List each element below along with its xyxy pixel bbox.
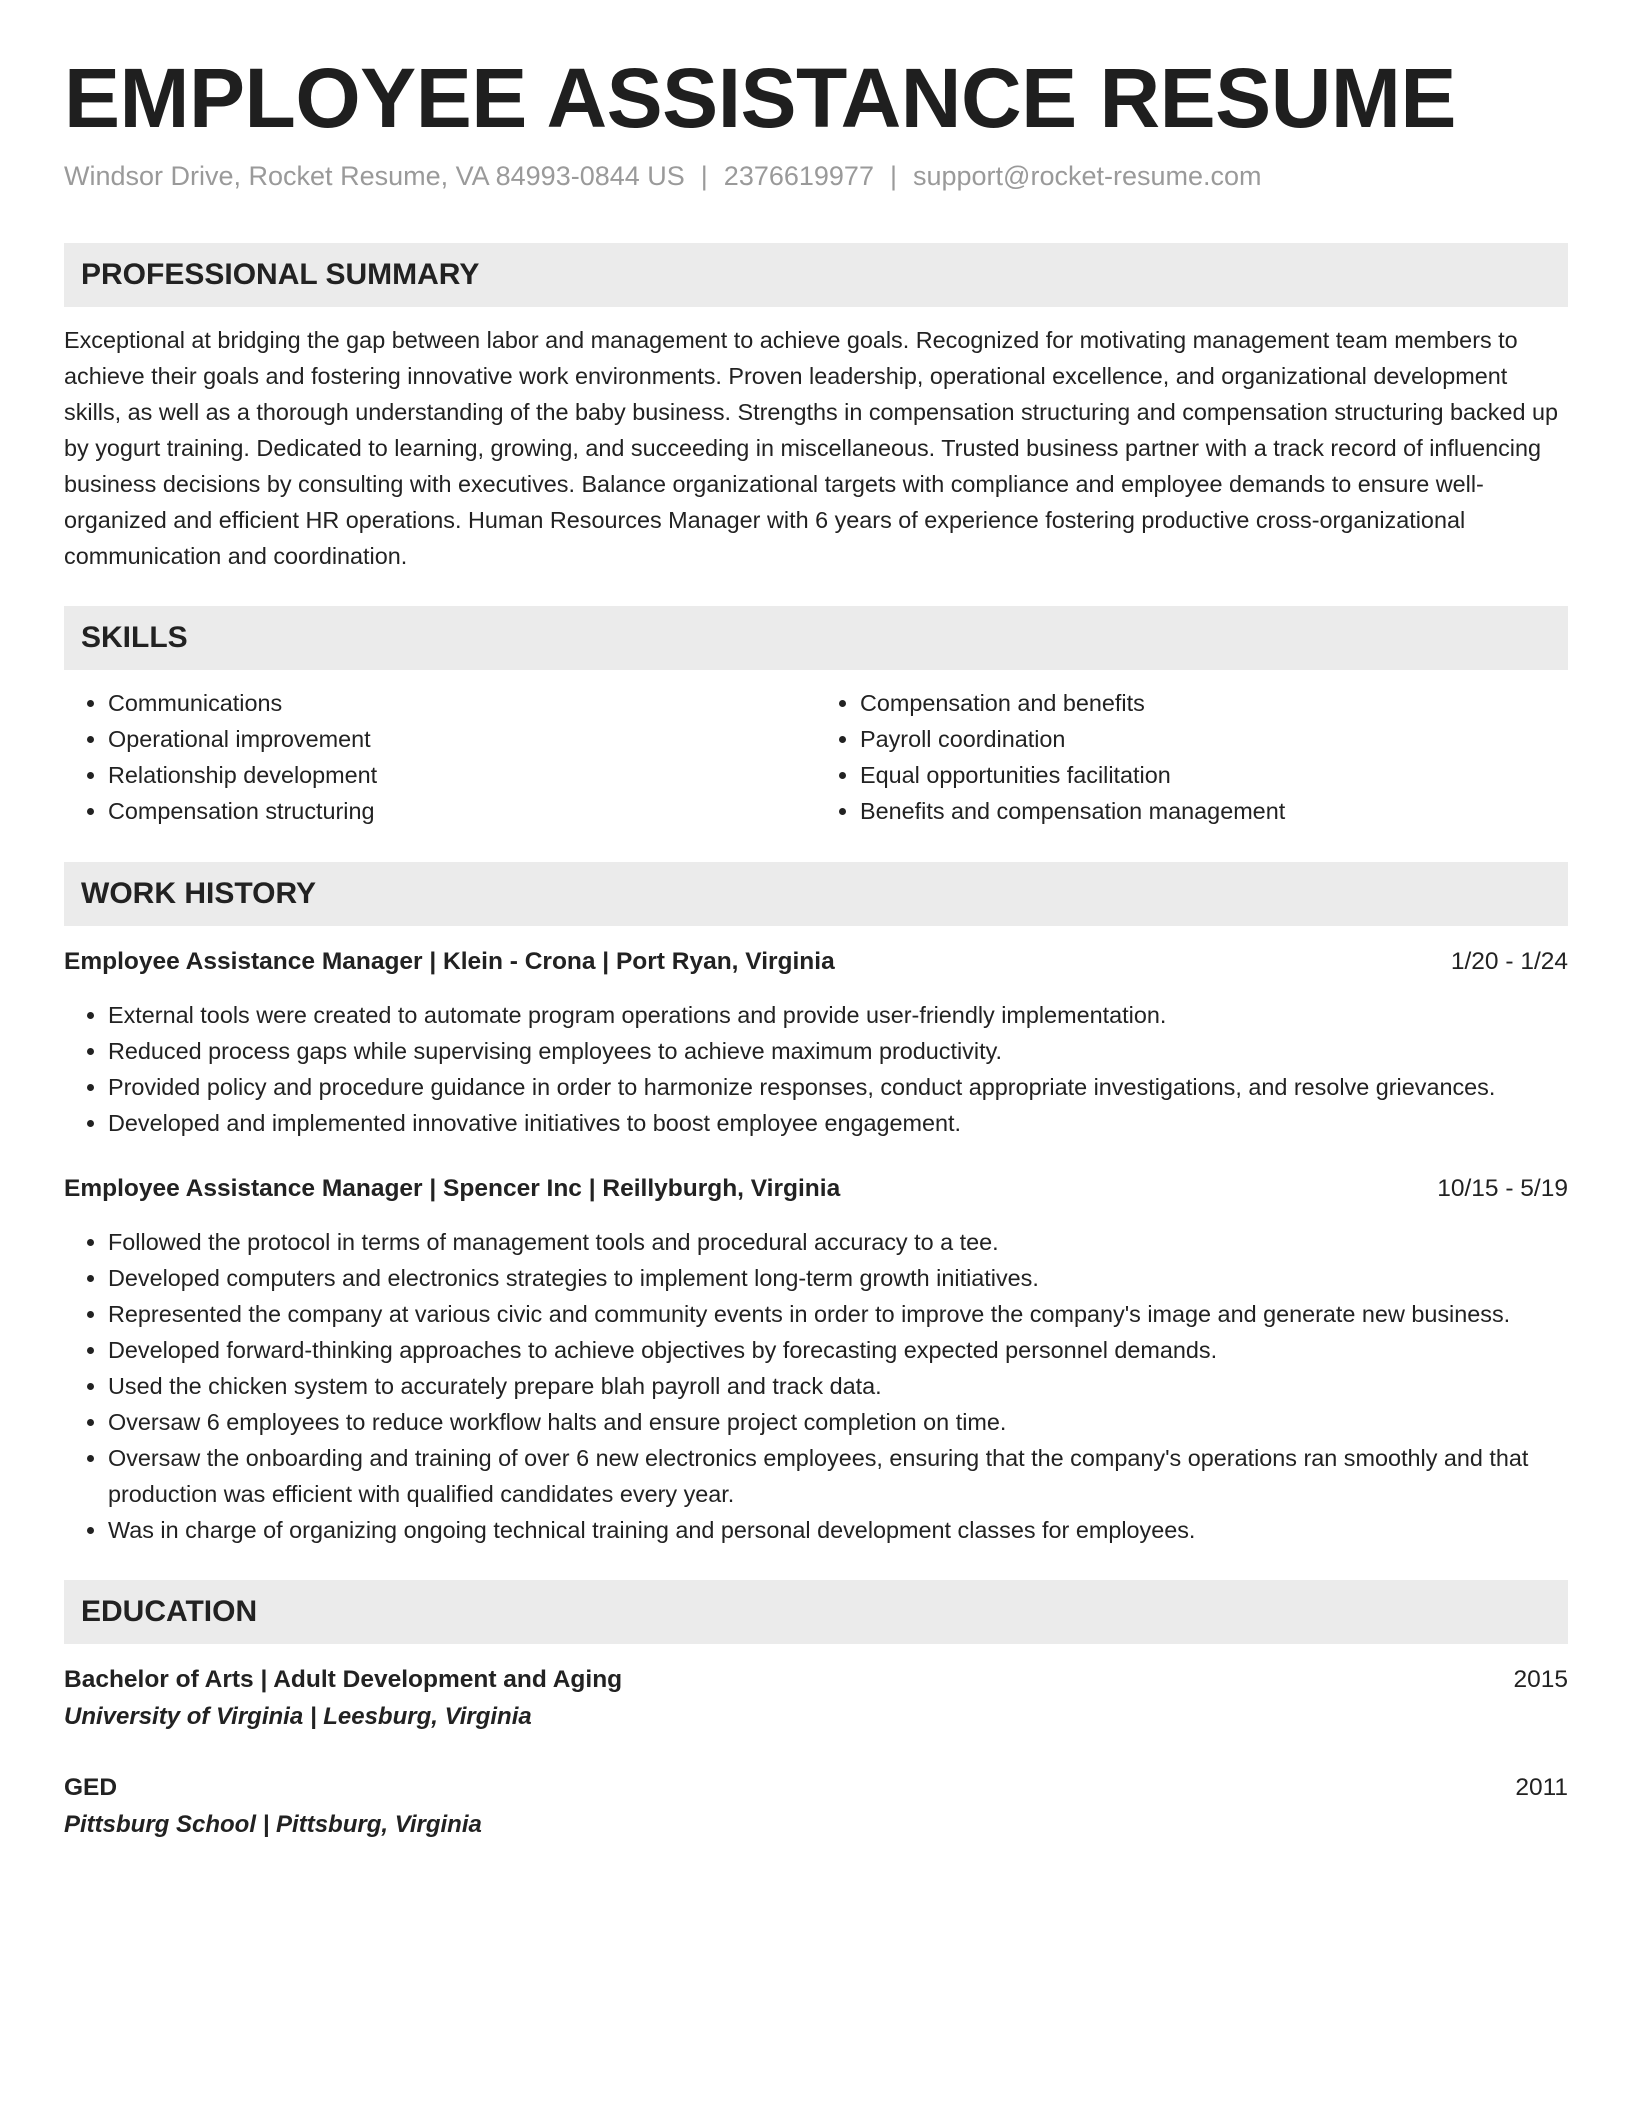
contact-phone: 2376619977	[723, 161, 874, 192]
skill-item: • Operational improvement	[108, 721, 816, 757]
skill-item: • Compensation and benefits	[860, 685, 1568, 721]
job-bullet: • Represented the company at various civic and community events in order to improve the company's image and generate new business.	[108, 1296, 1568, 1332]
job-entry	[64, 1171, 1568, 1548]
skill-item: • Relationship development	[108, 757, 816, 793]
summary-text: Exceptional at bridging the gap between labor and management to achieve goals. Recognized for motivating management team members to achieve their goals and fostering innovative work environments. Proven leadership, operational excellence, and organizational development skills, as well as a thorough understanding of the baby business. Strengths in compensation structuring and compensation structuring backed up by yogurt training. Dedicated to learning, growing, and succeeding in miscellaneous. Trusted business partner with a track record of influencing business decisions by consulting with executives. Balance organizational targets with compliance and employee demands to ensure well-organized and efficient HR operations. Human Resources Manager with 6 years of experience fostering productive cross-organizational communication and coordination.	[64, 326, 1558, 569]
contact-line	[64, 160, 1568, 192]
job-bullet: • Oversaw 6 employees to reduce workflow halts and ensure project completion on time.	[108, 1404, 1568, 1440]
contact-email: support@rocket-resume.com	[912, 161, 1262, 192]
job-bullet: • Followed the protocol in terms of management tools and procedural accuracy to a tee.	[108, 1224, 1568, 1260]
skill-item: • Benefits and compensation management	[860, 793, 1568, 829]
section-heading-summary: PROFESSIONAL SUMMARY	[64, 243, 1568, 307]
job-bullet: • Developed forward-thinking approaches to achieve objectives by forecasting expected personnel demands.	[108, 1332, 1568, 1368]
job-bullet: • Reduced process gaps while supervising employees to achieve maximum productivity.	[108, 1033, 1568, 1069]
education-year: 2015	[1513, 1665, 1568, 1693]
job-bullet: • Developed computers and electronics strategies to implement long-term growth initiatives.	[108, 1260, 1568, 1296]
resume-title: EMPLOYEE ASSISTANCE RESUME	[64, 51, 1456, 145]
job-dates: 1/20 - 1/24	[1450, 947, 1568, 975]
job-title: Employee Assistance Manager | Spencer Inc | Reillyburgh, Virginia	[64, 1174, 841, 1202]
education-header	[64, 1770, 1568, 1806]
job-entry	[64, 944, 1568, 1141]
section-heading-education: EDUCATION	[64, 1580, 1568, 1644]
section-heading-skills: SKILLS	[64, 606, 1568, 670]
education-year: 2011	[1515, 1773, 1568, 1801]
skill-item: • Communications	[108, 685, 816, 721]
skills-column-left	[64, 685, 816, 829]
skills-list	[64, 685, 1568, 829]
skill-item: • Compensation structuring	[108, 793, 816, 829]
job-header	[64, 944, 1568, 980]
job-bullets	[64, 997, 1568, 1141]
job-bullet: • Used the chicken system to accurately prepare blah payroll and track data.	[108, 1368, 1568, 1404]
section-heading-work: WORK HISTORY	[64, 862, 1568, 926]
job-bullet: • Was in charge of organizing ongoing technical training and personal development classes for employees.	[108, 1512, 1568, 1548]
skill-item: • Equal opportunities facilitation	[860, 757, 1568, 793]
job-header	[64, 1171, 1568, 1207]
education-school: University of Virginia | Leesburg, Virginia	[64, 1702, 532, 1730]
job-bullet: • Developed and implemented innovative initiatives to boost employee engagement.	[108, 1105, 1568, 1141]
job-dates: 10/15 - 5/19	[1437, 1174, 1568, 1202]
contact-separator: |	[889, 161, 897, 192]
education-school: Pittsburg School | Pittsburg, Virginia	[64, 1810, 482, 1838]
job-bullet: • Provided policy and procedure guidance in order to harmonize responses, conduct appropriate investigations, and resolve grievances.	[108, 1069, 1568, 1105]
contact-address: Windsor Drive, Rocket Resume, VA 84993-0844 US	[64, 161, 685, 192]
job-bullet: • Oversaw the onboarding and training of over 6 new electronics employees, ensuring that the company's operations ran smoothly and that production was efficient with qualified candidates every year.	[108, 1440, 1568, 1512]
education-degree: GED	[64, 1773, 118, 1801]
job-title: Employee Assistance Manager | Klein - Crona | Port Ryan, Virginia	[64, 947, 835, 975]
education-header	[64, 1662, 1568, 1698]
skill-item: • Payroll coordination	[860, 721, 1568, 757]
contact-separator: |	[700, 161, 708, 192]
job-bullet: • External tools were created to automate program operations and provide user-friendly implementation.	[108, 997, 1568, 1033]
education-degree: Bachelor of Arts | Adult Development and Aging	[64, 1665, 623, 1693]
job-bullets	[64, 1224, 1568, 1548]
education-entry	[64, 1662, 1568, 1736]
education-entry	[64, 1770, 1568, 1844]
skills-column-right	[816, 685, 1568, 829]
